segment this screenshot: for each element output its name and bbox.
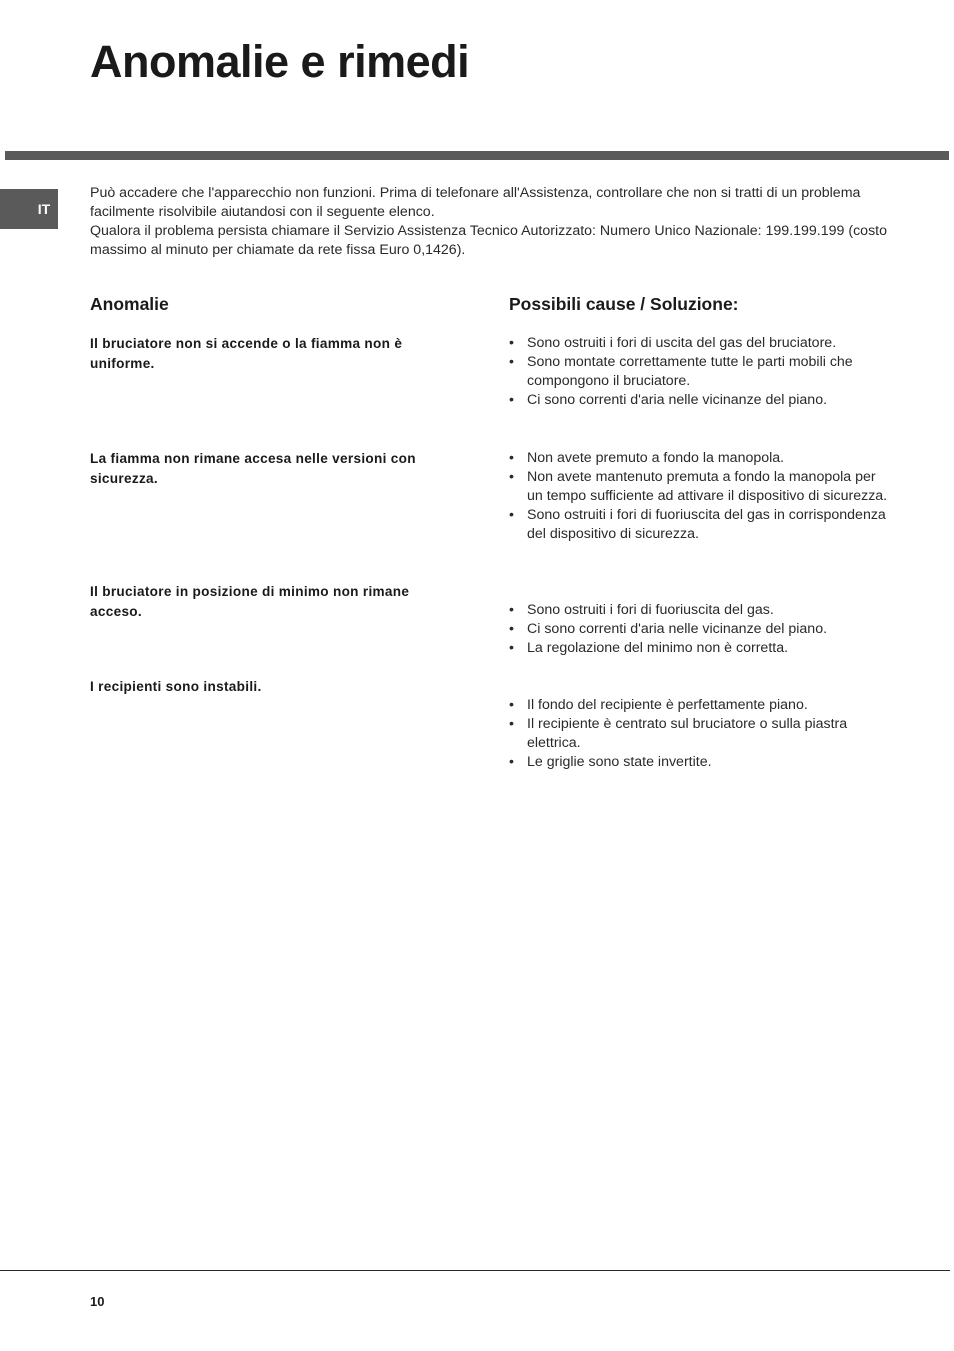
bullet-icon: • <box>509 354 514 370</box>
list-item <box>509 753 889 772</box>
list-item <box>509 391 889 410</box>
list-item <box>509 620 889 639</box>
cause-text: Non avete premuto a fondo la manopola. <box>527 450 785 466</box>
list-item <box>509 468 889 506</box>
list-item <box>509 601 889 620</box>
causes-list <box>509 601 889 658</box>
cause-text: Sono ostruiti i fori di fuoriuscita del gas in corrispondenza del dispositivo di sicurezza. <box>527 507 886 542</box>
page-title: Anomalie e rimedi <box>90 36 470 87</box>
intro-text <box>90 184 890 260</box>
cause-text: Le griglie sono state invertite. <box>527 754 712 770</box>
causes-list <box>509 449 889 544</box>
list-item <box>509 449 889 468</box>
header-divider <box>5 151 949 160</box>
list-item <box>509 353 889 391</box>
list-item <box>509 715 889 753</box>
cause-text: Ci sono correnti d'aria nelle vicinanze del piano. <box>527 392 828 408</box>
list-item <box>509 639 889 658</box>
cause-text: La regolazione del minimo non è corretta. <box>527 640 789 656</box>
list-item <box>509 696 889 715</box>
bullet-icon: • <box>509 621 514 637</box>
cause-text: Sono ostruiti i fori di fuoriuscita del gas. <box>527 602 774 618</box>
footer-divider <box>0 1270 950 1271</box>
bullet-icon: • <box>509 507 514 523</box>
bullet-icon: • <box>509 640 514 656</box>
intro-paragraph: Può accadere che l'apparecchio non funzioni. Prima di telefonare all'Assistenza, controllare che non si tratti di un problema facilmente risolvibile aiutandosi con il seguente elenco. <box>90 185 861 220</box>
causes-list <box>509 696 889 772</box>
cause-text: Ci sono correnti d'aria nelle vicinanze del piano. <box>527 621 828 637</box>
bullet-icon: • <box>509 469 514 485</box>
solutions-column-heading: Possibili cause / Soluzione: <box>509 294 739 314</box>
bullet-icon: • <box>509 754 514 770</box>
intro-paragraph: Qualora il problema persista chiamare il Servizio Assistenza Tecnico Autorizzato: Numero Unico Nazionale: 199.199.199 (costo massimo al minuto per chiamate da rete fissa Euro 0,1426). <box>90 223 887 258</box>
cause-text: Il recipiente è centrato sul bruciatore o sulla piastra elettrica. <box>527 716 848 751</box>
cause-text: Sono ostruiti i fori di uscita del gas del bruciatore. <box>527 335 837 351</box>
cause-text: Non avete mantenuto premuta a fondo la manopola per un tempo sufficiente ad attivare il dispositivo di sicurezza. <box>527 469 888 504</box>
bullet-icon: • <box>509 392 514 408</box>
bullet-icon: • <box>509 697 514 713</box>
language-tab: IT <box>0 189 58 229</box>
bullet-icon: • <box>509 450 514 466</box>
cause-text: Sono montate correttamente tutte le parti mobili che compongono il bruciatore. <box>527 354 853 389</box>
bullet-icon: • <box>509 602 514 618</box>
causes-list <box>509 334 889 410</box>
problem-text: La fiamma non rimane accesa nelle versioni con sicurezza. <box>90 451 416 486</box>
list-item <box>509 506 889 544</box>
cause-text: Il fondo del recipiente è perfettamente piano. <box>527 697 808 713</box>
problems-column-heading: Anomalie <box>90 294 169 314</box>
problem-text: I recipienti sono instabili. <box>90 679 262 694</box>
bullet-icon: • <box>509 716 514 732</box>
problem-text: Il bruciatore non si accende o la fiamma non è uniforme. <box>90 336 403 371</box>
bullet-icon: • <box>509 335 514 351</box>
page-number: 10 <box>90 1294 105 1309</box>
list-item <box>509 334 889 353</box>
problem-text: Il bruciatore in posizione di minimo non rimane acceso. <box>90 584 410 619</box>
